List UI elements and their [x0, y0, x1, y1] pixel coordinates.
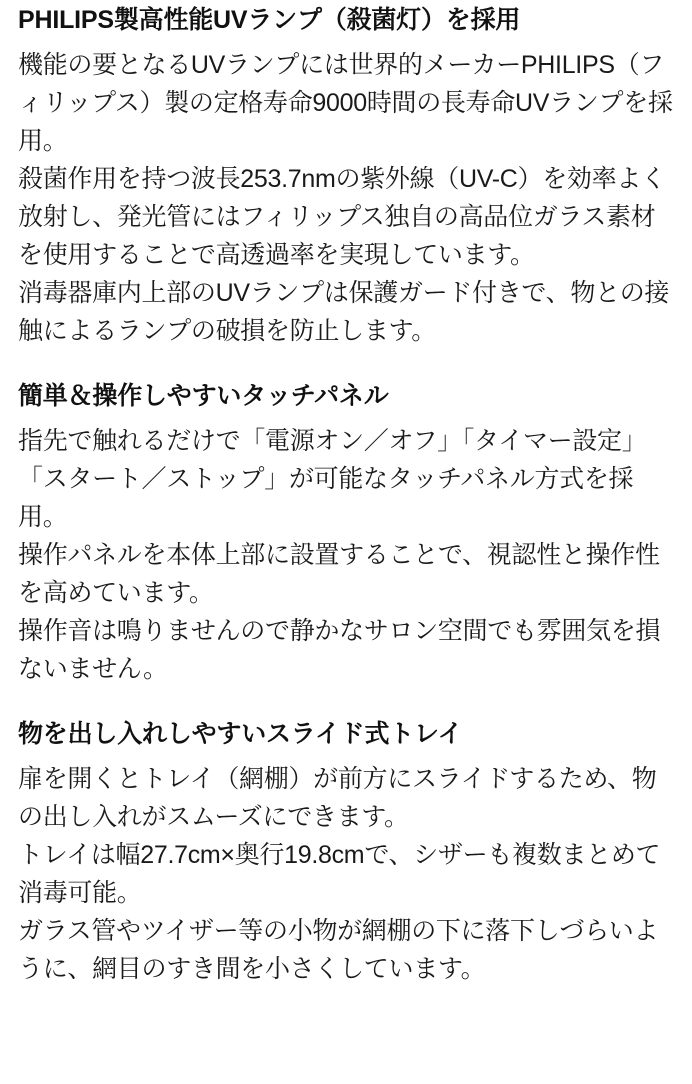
section-paragraph: 殺菌作用を持つ波長253.7nmの紫外線（UV-C）を効率よく放射し、発光管にはフィリップス独自の高品位ガラス素材を使用することで高透過率を実現しています。 — [18, 165, 666, 269]
section-paragraph: 操作音は鳴りませんので静かなサロン空間でも雰囲気を損ないません。 — [18, 617, 661, 683]
section-paragraph: 扉を開くとトレイ（網棚）が前方にスライドするため、物の出し入れがスムーズにできます。 — [18, 765, 657, 831]
section-heading: 物を出し入れしやすいスライド式トレイ — [18, 720, 463, 748]
section-paragraph: ガラス管やツイザー等の小物が網棚の下に落下しづらいように、網目のすき間を小さくしています。 — [18, 917, 659, 983]
section-uv-lamp — [18, 4, 674, 350]
section-touch-panel — [18, 380, 674, 688]
section-paragraph: 指先で触れるだけで「電源オン／オフ」「タイマー設定」「スタート／ストップ」が可能なタッチパネル方式を採用。 — [18, 427, 647, 531]
section-paragraph: 操作パネルを本体上部に設置することで、視認性と操作性を高めています。 — [18, 541, 660, 607]
section-paragraph: 機能の要となるUVランプには世界的メーカーPHILIPS（フィリップス）製の定格寿命9000時間の長寿命UVランプを採用。 — [18, 51, 673, 155]
section-paragraph: 消毒器庫内上部のUVランプは保護ガード付きで、物との接触によるランプの破損を防止します。 — [18, 279, 670, 345]
document-body — [0, 4, 692, 988]
section-slide-tray — [18, 718, 674, 988]
section-heading: PHILIPS製高性能UVランプ（殺菌灯）を採用 — [18, 6, 521, 34]
section-heading: 簡単＆操作しやすいタッチパネル — [18, 382, 389, 410]
section-paragraph: トレイは幅27.7cm×奥行19.8cmで、シザーも複数まとめて消毒可能。 — [18, 841, 661, 907]
